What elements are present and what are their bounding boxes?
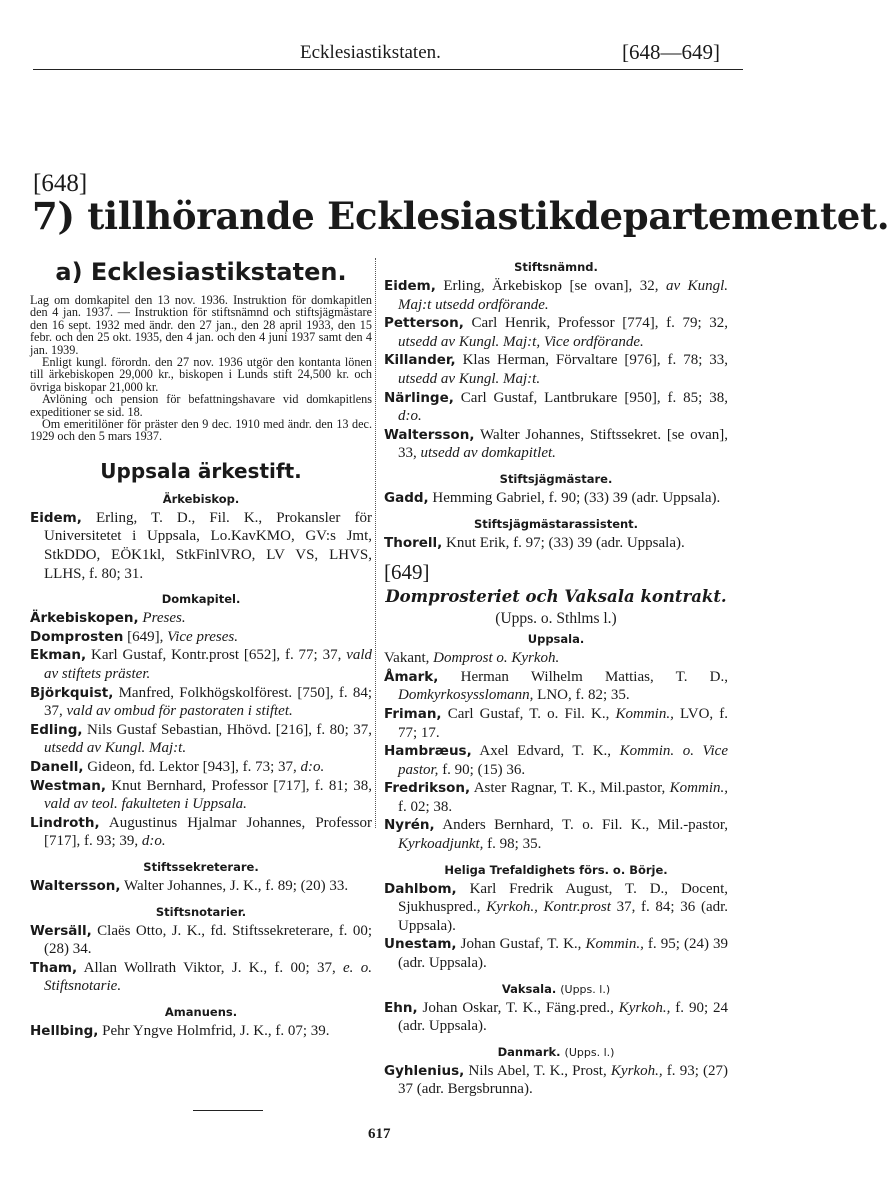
entry xyxy=(384,426,728,463)
entry-text: Johan Oskar, T. K., Fäng.pred., xyxy=(422,999,614,1016)
running-head-title: Ecklesiastikstaten. xyxy=(300,42,441,63)
entry xyxy=(384,277,728,314)
subheading-domkapitel: Domkapitel. xyxy=(161,592,241,607)
entry-tail: LVO, f. 77; 17. xyxy=(398,705,729,741)
entry-text: Anders Bernhard, T. o. Fil. K., Mil.-pastor, xyxy=(442,817,728,834)
entry-role: d:o. xyxy=(300,759,325,775)
parish-name: Danmark. xyxy=(497,1044,561,1059)
entry-role: Kommin., xyxy=(585,936,644,953)
entry-tail: f. 02; 38. xyxy=(398,798,453,815)
entry-name: Killander, xyxy=(384,352,456,369)
entry-text: Nils Abel, T. K., Prost, xyxy=(468,1062,607,1079)
entry xyxy=(384,935,728,972)
entry-name: Fredrikson, xyxy=(384,780,471,797)
entry-name: Lindroth, xyxy=(30,814,100,831)
entry-name: Närlinge, xyxy=(384,389,454,406)
entry-role: Kommin., xyxy=(669,780,729,797)
entry xyxy=(30,1022,372,1041)
entry-text: Augustinus Hjalmar Johannes, Professor [717], f. 93; 39, xyxy=(44,814,372,850)
entry-name: Petterson, xyxy=(384,315,464,332)
entry-name: Hambræus, xyxy=(384,743,472,760)
entry-text: Carl Gustaf, T. o. Fil. K., xyxy=(447,705,610,722)
entry-role: e. o. Stiftsnotarie. xyxy=(44,959,372,995)
legal-note: Avlöning och pension för befattningshavare vid domkapitlens expeditioner se sid. 18. xyxy=(30,392,372,419)
entry-role: utsedd av Kungl. Maj:t, Vice ordförande. xyxy=(398,333,644,350)
entry-name: Ehn, xyxy=(384,999,418,1016)
entry-text: Manfred, Folkhögskolförest. [750], f. 84; 37, xyxy=(44,684,372,720)
entry-role: Domkyrkosysslomann, xyxy=(398,687,534,704)
entry-name: Nyrén, xyxy=(384,817,435,834)
entry xyxy=(30,509,372,583)
chapter-title: 7) tillhörande Ecklesiastikdepartementet. xyxy=(32,194,889,238)
entry xyxy=(384,668,728,705)
subheading-stiftssekreterare: Stiftssekreterare. xyxy=(143,859,259,874)
entry xyxy=(384,999,728,1036)
entry xyxy=(384,880,728,936)
entry xyxy=(384,534,728,553)
entry-text: Erling, Ärkebiskop [se ovan], 32, xyxy=(443,278,659,294)
legal-note: Om emeritilöner för präster den 9 dec. 1910 med ändr. den 13 dec. 1929 och den 5 mars 1937. xyxy=(30,417,372,444)
entry xyxy=(384,351,728,388)
legal-note: Lag om domkapitel den 13 nov. 1936. Instruktion för domkapitlen den 4 jan. 1937. — Instruktion för stiftsnämnd och stiftsjägmästare den 16 sept. 1932 med ändr. den 27 jan., den 28 april 1933, den 15 febr. och den 25 okt. 1935, den 4 jan. och den 4 juni 1937 samt den 4 jan. 1939. xyxy=(30,293,372,357)
subheading-stiftsjagmastare: Stiftsjägmästare. xyxy=(499,471,613,486)
entry-role: d:o. xyxy=(141,833,166,850)
entry-text: Claës Otto, J. K., fd. Stiftssekreterare, f. 00; (28) 34. xyxy=(44,922,373,958)
diocese-title: Uppsala ärkestift. xyxy=(100,458,302,483)
entry xyxy=(30,959,372,996)
entry-name: Westman, xyxy=(30,777,106,794)
subheading-amanuens: Amanuens. xyxy=(164,1004,238,1019)
entry-tail: f. 90; (15) 36. xyxy=(442,761,526,778)
subheading-stiftsnamnd: Stiftsnämnd. xyxy=(514,260,598,274)
page-number: 617 xyxy=(368,1126,391,1142)
entry-name: Eidem, xyxy=(30,509,82,526)
contract-subtitle: (Upps. o. Sthlms l.) xyxy=(495,610,617,628)
entry-name: Waltersson, xyxy=(30,877,121,894)
entry-text: Walter Johannes, Stiftssekret. [se ovan], 33, xyxy=(398,426,729,462)
entry-text: Axel Edvard, T. K., xyxy=(479,743,612,760)
entry-role: utsedd av domkapitlet. xyxy=(420,445,556,462)
entry-tail: 37, f. 84; 36 (adr. Uppsala). xyxy=(398,899,729,934)
entry-tail: f. 98; 35. xyxy=(487,836,542,853)
entry-text: Johan Gustaf, T. K., xyxy=(460,936,582,953)
subheading-vaksala xyxy=(384,982,728,996)
entry-tail: f. 93; (27) 37 (adr. Bergsbrunna). xyxy=(398,1062,729,1098)
entry xyxy=(30,758,372,777)
entry-text: Aster Ragnar, T. K., Mil.pastor, xyxy=(473,780,666,797)
entry-name: Eidem, xyxy=(384,278,436,294)
entry-name: Ekman, xyxy=(30,647,87,664)
entry-role: Preses. xyxy=(142,610,186,627)
left-column xyxy=(30,250,372,1041)
column-divider xyxy=(375,258,376,828)
entry-role: av Kungl. Maj:t utsedd ordförande. xyxy=(398,278,728,313)
entry-role: Kyrkoadjunkt, xyxy=(398,836,484,853)
header-rule xyxy=(33,69,743,70)
entry xyxy=(384,649,728,668)
entry-name: Dahlbom, xyxy=(384,880,457,897)
entry-role: Kyrkoh., xyxy=(610,1062,663,1079)
entry-text: Allan Wollrath Viktor, J. K., f. 00; 37, xyxy=(83,959,336,976)
entry xyxy=(30,646,372,683)
entry-name: Ärkebiskopen, xyxy=(30,610,139,627)
entry xyxy=(30,922,372,959)
entry-role: utsedd av Kungl. Maj:t. xyxy=(398,370,541,387)
parish-county: (Upps. l.) xyxy=(560,982,611,996)
entry-role: Kommin. o. Vice pastor, xyxy=(398,743,728,778)
entry xyxy=(384,314,728,351)
entry-text: Carl Gustaf, Lantbrukare [950], f. 85; 38, xyxy=(460,389,728,406)
entry-text: Erling, T. D., Fil. K., Prokansler för Universitetet i Uppsala, Lo.KavKMO, GV:s Jmt, StkDDO, EÖK1kl, StkFinlVRO, LV VS, LHVS, LLHS, f. 80; 31. xyxy=(44,509,372,582)
subheading-heliga-trefaldighet: Heliga Trefaldighets förs. o. Börje. xyxy=(444,862,668,877)
entry-tail: f. 90; 24 (adr. Uppsala). xyxy=(398,999,729,1035)
entry-text: [649], xyxy=(127,628,164,645)
entry-name: Domprosten xyxy=(30,628,124,645)
right-column xyxy=(384,250,728,1099)
entry xyxy=(30,609,372,628)
entry-name: Danell, xyxy=(30,759,84,775)
entry-tail: f. 95; (24) 39 (adr. Uppsala). xyxy=(398,936,729,972)
entry-role: Domprost o. Kyrkoh. xyxy=(433,650,560,667)
entry xyxy=(384,705,728,742)
entry-role: Vice preses. xyxy=(167,628,238,645)
parish-county: (Upps. l.) xyxy=(564,1045,615,1059)
page-mark: [649] xyxy=(384,560,430,585)
entry-text: Karl Fredrik August, T. D., Docent, Sjukhuspred., xyxy=(398,880,729,916)
subheading-stiftsjagmastarassistent: Stiftsjägmästarassistent. xyxy=(473,516,639,531)
entry-text: Nils Gustaf Sebastian, Hhövd. [216], f. 80; 37, xyxy=(87,721,373,738)
entry-text: Vakant, xyxy=(384,650,430,667)
entry-text: Carl Henrik, Professor [774], f. 79; 32, xyxy=(471,315,728,332)
entry-tail: LNO, f. 82; 35. xyxy=(537,687,630,704)
entry-text: Walter Johannes, J. K., f. 89; (20) 33. xyxy=(123,877,349,894)
entry-name: Wersäll, xyxy=(30,922,92,939)
entry-name: Björkquist, xyxy=(30,684,114,701)
running-head-pages: [648—649] xyxy=(622,40,720,64)
entry-text: Gideon, fd. Lektor [943], f. 73; 37, xyxy=(87,759,297,775)
subheading-stiftsnotarier: Stiftsnotarier. xyxy=(155,904,247,919)
entry xyxy=(384,389,728,426)
entry-text: Hemming Gabriel, f. 90; (33) 39 (adr. Uppsala). xyxy=(432,489,721,506)
entry-text: Knut Erik, f. 97; (33) 39 (adr. Uppsala). xyxy=(446,534,685,551)
entry xyxy=(384,779,728,816)
entry xyxy=(30,628,372,647)
page-mark: [648] xyxy=(33,170,88,197)
entry-role: vald av teol. fakulteten i Uppsala. xyxy=(44,796,247,813)
parish-name: Vaksala. xyxy=(501,981,557,996)
entry-name: Gadd, xyxy=(384,489,429,506)
entry xyxy=(30,684,372,721)
entry-role: utsedd av Kungl. Maj:t. xyxy=(44,740,187,757)
entry-name: Edling, xyxy=(30,721,83,738)
legal-note: Enligt kungl. förordn. den 27 nov. 1936 utgör den kontanta lönen till ärkebiskopen 29,000 kr., biskopen i Lunds stift 24,500 kr. och övriga biskopar 21,000 kr. xyxy=(30,355,372,394)
entry xyxy=(30,814,372,851)
entry-text: Knut Bernhard, Professor [717], f. 81; 38, xyxy=(111,777,373,794)
entry xyxy=(30,721,372,758)
entry-name: Thorell, xyxy=(384,534,443,551)
entry xyxy=(384,742,728,779)
entry-role: vald av ombud för pastoraten i stiftet. xyxy=(66,703,293,720)
entry-name: Åmark, xyxy=(384,668,439,685)
entry-name: Friman, xyxy=(384,705,442,722)
contract-title: Domprosteriet och Vaksala kontrakt. xyxy=(385,587,727,607)
footer-rule xyxy=(193,1110,263,1111)
entry xyxy=(384,1062,728,1099)
entry xyxy=(30,777,372,814)
section-a-title: a) Ecklesiastikstaten. xyxy=(55,258,347,286)
entry-name: Hellbing, xyxy=(30,1022,99,1039)
entry-name: Unestam, xyxy=(384,936,457,953)
entry-name: Tham, xyxy=(30,959,78,976)
entry-text: Herman Wilhelm Mattias, T. D., xyxy=(460,668,728,685)
entry-role: Kyrkoh., xyxy=(618,999,671,1016)
subheading-uppsala: Uppsala. xyxy=(527,632,585,647)
entry-text: Pehr Yngve Holmfrid, J. K., f. 07; 39. xyxy=(102,1022,330,1039)
entry-name: Gyhlenius, xyxy=(384,1062,465,1079)
entry-role: Kyrkoh., Kontr.prost xyxy=(486,899,611,916)
entry-role: d:o. xyxy=(398,408,422,425)
entry-name: Waltersson, xyxy=(384,426,475,443)
entry-role: Kommin., xyxy=(615,705,674,722)
entry xyxy=(30,877,372,896)
entry xyxy=(384,816,728,853)
entry-text: Klas Herman, Förvaltare [976], f. 78; 33, xyxy=(462,352,728,369)
subheading-danmark xyxy=(384,1045,728,1059)
entry xyxy=(384,489,728,508)
entry-role: vald av stiftets präster. xyxy=(44,647,373,683)
subheading-arkebiskop: Ärkebiskop. xyxy=(162,491,240,506)
entry-text: Karl Gustaf, Kontr.prost [652], f. 77; 37, xyxy=(90,647,342,664)
